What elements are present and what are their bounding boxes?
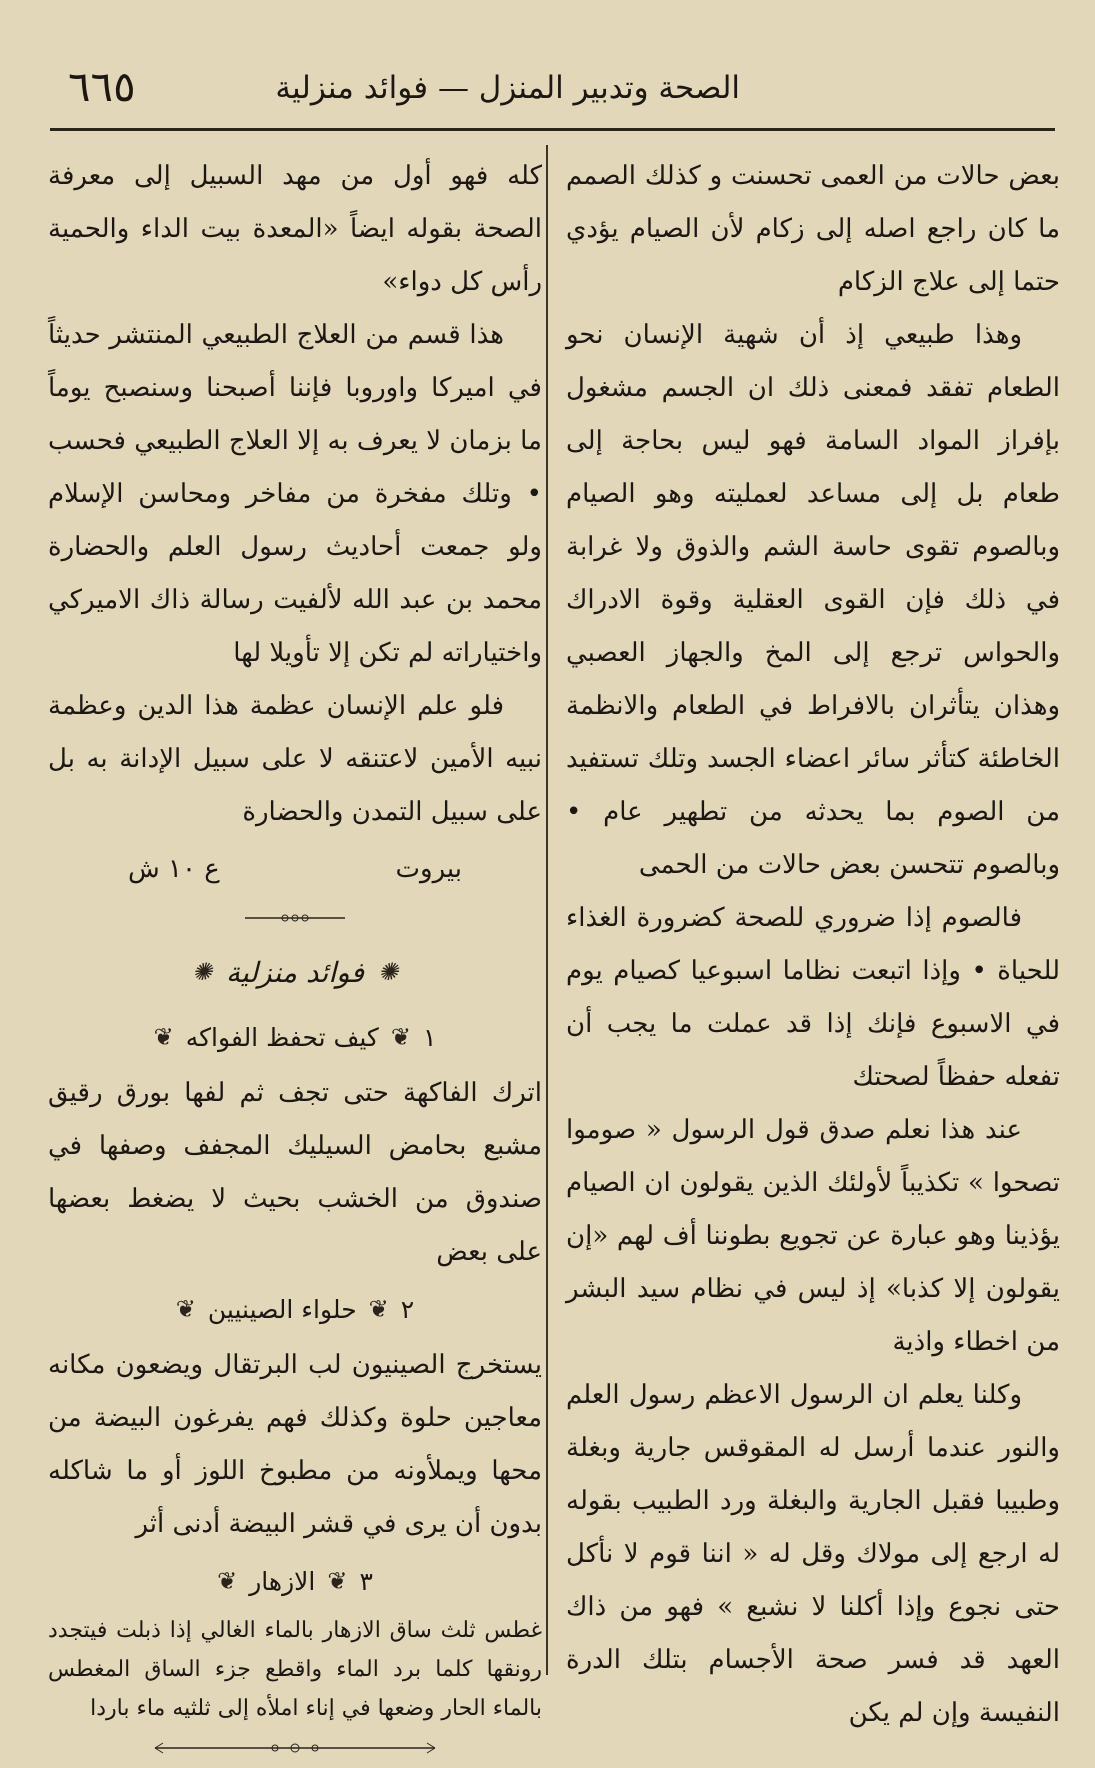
item-heading xyxy=(48,1007,542,1067)
item-heading xyxy=(48,1551,542,1611)
paragraph: كله فهو أول من مهد السبيل إلى معرفة الصحة بقوله ايضاً «المعدة بيت الداء والحمية رأس كل دواء» xyxy=(48,161,542,297)
flourish-icon: ✺ xyxy=(191,958,213,986)
header-rule xyxy=(50,128,1055,131)
page-header xyxy=(0,0,1095,120)
item-title: حلواء الصينيين xyxy=(207,1294,357,1324)
signature-place: بيروت xyxy=(395,854,462,884)
paragraph: فالصوم إذا ضروري للصحة كضرورة الغذاء للحياة • وإذا اتبعت نظاما اسبوعيا كصيام يوم في الاسبوع فإنك إذا قد عملت ما يجب أن تفعله حفظاً لصحتك xyxy=(566,903,1060,1092)
flourish-icon: ❦ xyxy=(368,1295,389,1323)
signature xyxy=(48,839,542,899)
item-text: اترك الفاكهة حتى تجف ثم لفها بورق رقيق مشبع بحامض السيليك المجفف وصفها في صندوق من الخشب بحيث لا يضغط بعضها على بعض xyxy=(48,1078,542,1267)
right-column xyxy=(566,150,1060,1740)
flourish-icon: ❦ xyxy=(217,1567,238,1595)
divider-ornament xyxy=(48,899,542,937)
flourish-icon: ✺ xyxy=(377,958,399,986)
item-text: يستخرج الصينيون لب البرتقال ويضعون مكانه معاجين حلوة وكذلك فهم يفرغون البيضة من محها ويملأونه من مطبوخ اللوز أو ما شاكله بدون أن يرى في قشر البيضة أدنى أثر xyxy=(48,1350,542,1539)
item-title: كيف تحفظ الفواكه xyxy=(185,1022,379,1052)
running-title: الصحة وتدبير المنزل — فوائد منزلية xyxy=(275,70,740,106)
closing-ornament xyxy=(48,1728,542,1768)
flourish-icon: ❦ xyxy=(327,1567,348,1595)
paragraph: بعض حالات من العمى تحسنت و كذلك الصمم ما كان راجع اصله إلى زكام لأن الصيام يؤدي حتما إلى علاج الزكام xyxy=(566,161,1060,297)
paragraph: عند هذا نعلم صدق قول الرسول « صوموا تصحوا » تكذيباً لأولئك الذين يقولون ان الصيام يؤذينا وهو عبارة عن تجويع بطوننا أف لهم «إن يقولون إلا كذبا» إذ ليس في نظام سيد البشر من اخطاء واذية xyxy=(566,1115,1060,1357)
flourish-icon: ❦ xyxy=(175,1295,196,1323)
item-number: ١ xyxy=(422,1022,437,1052)
item-title: الازهار xyxy=(249,1566,316,1596)
flourish-icon: ❦ xyxy=(390,1023,411,1051)
item-text: غطس ثلث ساق الازهار بالماء الغالي إذا ذبلت فيتجدد رونقها كلما برد الماء واقطع جزء الساق المغطس بالماء الحار وضعها في إناء املأه إلى ثلثيه ماء باردا xyxy=(48,1618,542,1721)
item-number: ٣ xyxy=(359,1566,373,1596)
item-number: ٢ xyxy=(400,1294,415,1324)
paragraph: فلو علم الإنسان عظمة هذا الدين وعظمة نبيه الأمين لاعتنقه لا على سبيل الإدانة به بل على سبيل التمدن والحضارة xyxy=(48,691,542,827)
column-divider xyxy=(546,145,548,1675)
item-heading xyxy=(48,1279,542,1339)
flourish-icon: ❦ xyxy=(153,1023,174,1051)
section-heading xyxy=(48,937,542,1007)
paragraph: وكلنا يعلم ان الرسول الاعظم رسول العلم والنور عندما أرسل له المقوقس جارية وبغلة وطبيبا فقبل الجارية والبغلة ورد الطبيب بقوله له ارجع إلى مولاك وقل له « اننا قوم لا نأكل حتى نجوع وإذا أكلنا لا نشبع » فهو من ذاك العهد قد فسر صحة الأجسام بتلك الدرة النفيسة وإن لم يكن xyxy=(566,1380,1060,1728)
divider-ornament-icon xyxy=(240,911,350,925)
section-title: فوائد منزلية xyxy=(226,955,364,989)
page-number: ٦٦٥ xyxy=(68,62,136,111)
closing-ornament-icon xyxy=(145,1740,445,1756)
paragraph: وهذا طبيعي إذ أن شهية الإنسان نحو الطعام تفقد فمعنى ذلك ان الجسم مشغول بإفراز المواد السامة فهو ليس بحاجة إلى طعام بل إلى مساعد لعمليته وهو الصيام وبالصوم تقوى حاسة الشم والذوق ولا غرابة في ذلك فإن القوى العقلية وقوة الادراك والحواس ترجع إلى المخ والجهاز العصبي وهذان يتأثران بالافراط في الطعام والانظمة الخاطئة كتأثر سائر اعضاء الجسد وتلك تستفيد من الصوم بما يحدثه من تطهير عام • وبالصوم تتحسن بعض حالات من الحمى xyxy=(566,320,1060,880)
left-column xyxy=(48,150,542,1768)
signature-initials: ع ١٠ ش xyxy=(128,854,220,884)
paragraph: هذا قسم من العلاج الطبيعي المنتشر حديثاً في اميركا واوروبا فإننا أصبحنا وسنصبح يوماً ما بزمان لا يعرف به إلا العلاج الطبيعي فحسب • وتلك مفخرة من مفاخر ومحاسن الإسلام ولو جمعت أحاديث رسول العلم والحضارة محمد بن عبد الله لألفيت رسالة ذاك الاميركي واختياراته لم تكن إلا تأويلا لها xyxy=(48,320,542,668)
